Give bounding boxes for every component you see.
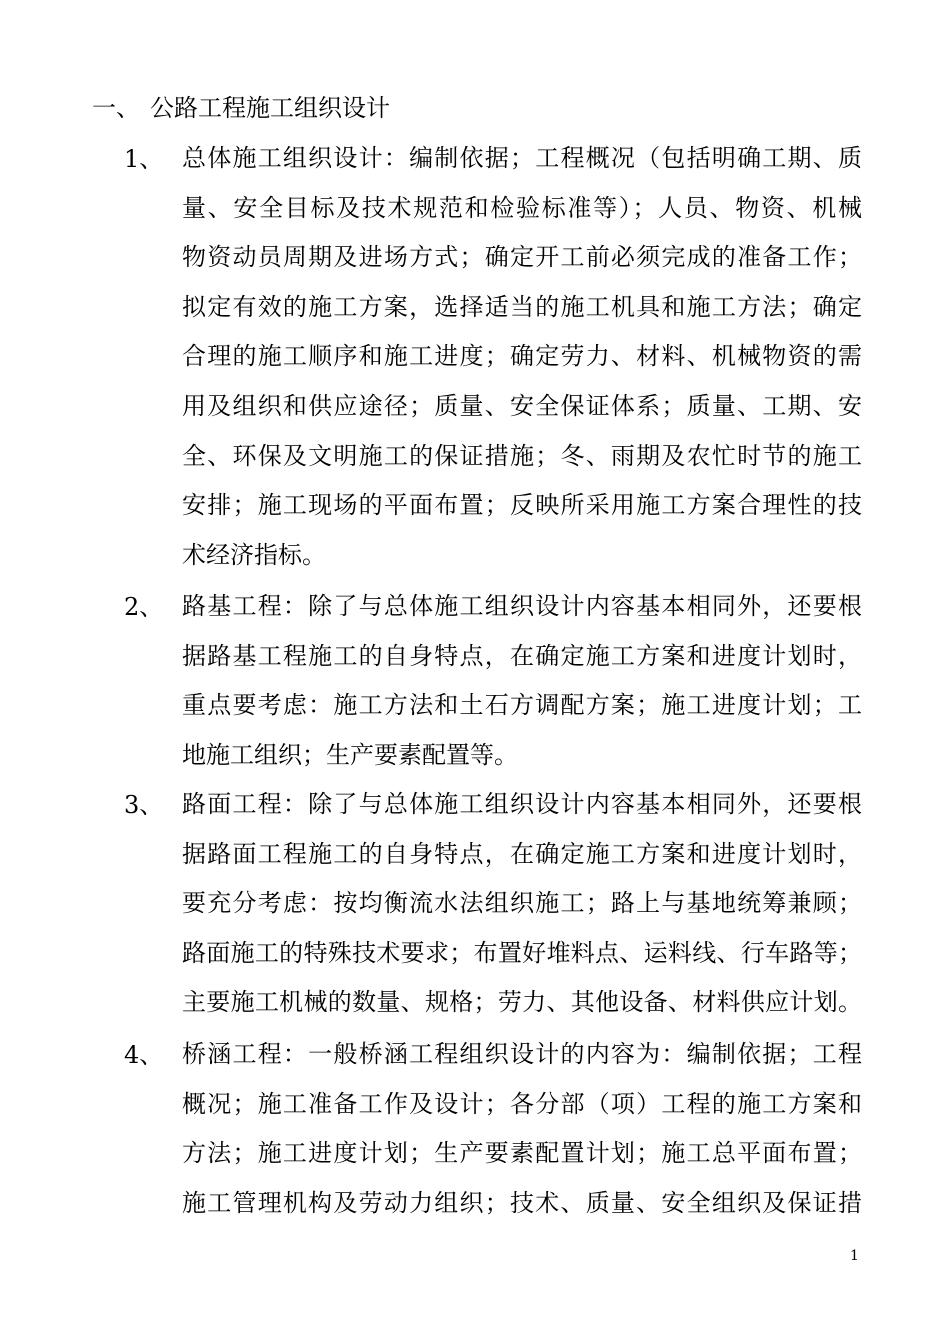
page-number: 1 [850,1248,859,1264]
text-line: 安排；施工现场的平面布置；反映所采用施工方案合理性的技 [182,491,862,520]
text-line: 量、安全目标及技术规范和检验标准等）；人员、物资、机械 [182,193,862,222]
list-item-number: 3、 [124,791,164,819]
text-line: 用及组织和供应途径；质量、安全保证体系；质量、工期、安 [182,391,862,420]
text-line: 施工管理机构及劳动力组织；技术、质量、安全组织及保证措 [182,1188,862,1217]
list-item-text [182,134,862,580]
list-item-number: 1、 [124,145,164,173]
text-line: 全、环保及文明施工的保证措施；冬、雨期及农忙时节的施工 [182,441,862,470]
text-line: 物资动员周期及进场方式；确定开工前必须完成的准备工作； [182,243,862,272]
text-line: 路面工程：除了与总体施工组织设计内容基本相同外，还要根 [182,790,862,818]
list-item-1 [124,134,864,580]
text-line: 桥涵工程：一般桥涵工程组织设计的内容为：编制依据；工程 [182,1040,862,1068]
text-line: 路面施工的特殊技术要求；布置好堆料点、运料线、行车路等； [182,938,862,967]
list-item-2 [124,582,864,780]
text-line: 总体施工组织设计：编制依据；工程概况（包括明确工期、质 [182,144,862,172]
list-item-3 [124,780,864,1028]
section-title: 公路工程施工组织设计 [150,94,390,122]
list-item-4 [124,1030,864,1228]
text-line: 路基工程：除了与总体施工组织设计内容基本相同外，还要根 [182,592,862,620]
text-line: 地施工组织；生产要素配置等。 [182,740,518,769]
section-heading [92,88,390,128]
section-number: 一、 [92,94,140,122]
text-line: 拟定有效的施工方案，选择适当的施工机具和施工方法；确定 [182,292,862,321]
text-line: 据路基工程施工的自身特点，在确定施工方案和进度计划时， [182,641,862,670]
list-item-text [182,1030,862,1228]
list-item-number: 2、 [124,593,164,621]
text-line: 方法；施工进度计划；生产要素配置计划；施工总平面布置； [182,1139,862,1168]
list-item-text [182,780,862,1028]
list-item-number: 4、 [124,1041,164,1069]
text-line: 据路面工程施工的自身特点，在确定施工方案和进度计划时， [182,839,862,868]
text-line: 要充分考虑：按均衡流水法组织施工；路上与基地统筹兼顾； [182,889,862,918]
text-line: 重点要考虑：施工方法和土石方调配方案；施工进度计划；工 [182,691,862,720]
text-line: 合理的施工顺序和施工进度；确定劳力、材料、机械物资的需 [182,342,862,371]
text-line: 概况；施工准备工作及设计；各分部（项）工程的施工方案和 [182,1089,862,1118]
list-item-text [182,582,862,780]
text-line: 术经济指标。 [182,540,326,569]
text-line: 主要施工机械的数量、规格；劳力、其他设备、材料供应计划。 [182,988,862,1017]
